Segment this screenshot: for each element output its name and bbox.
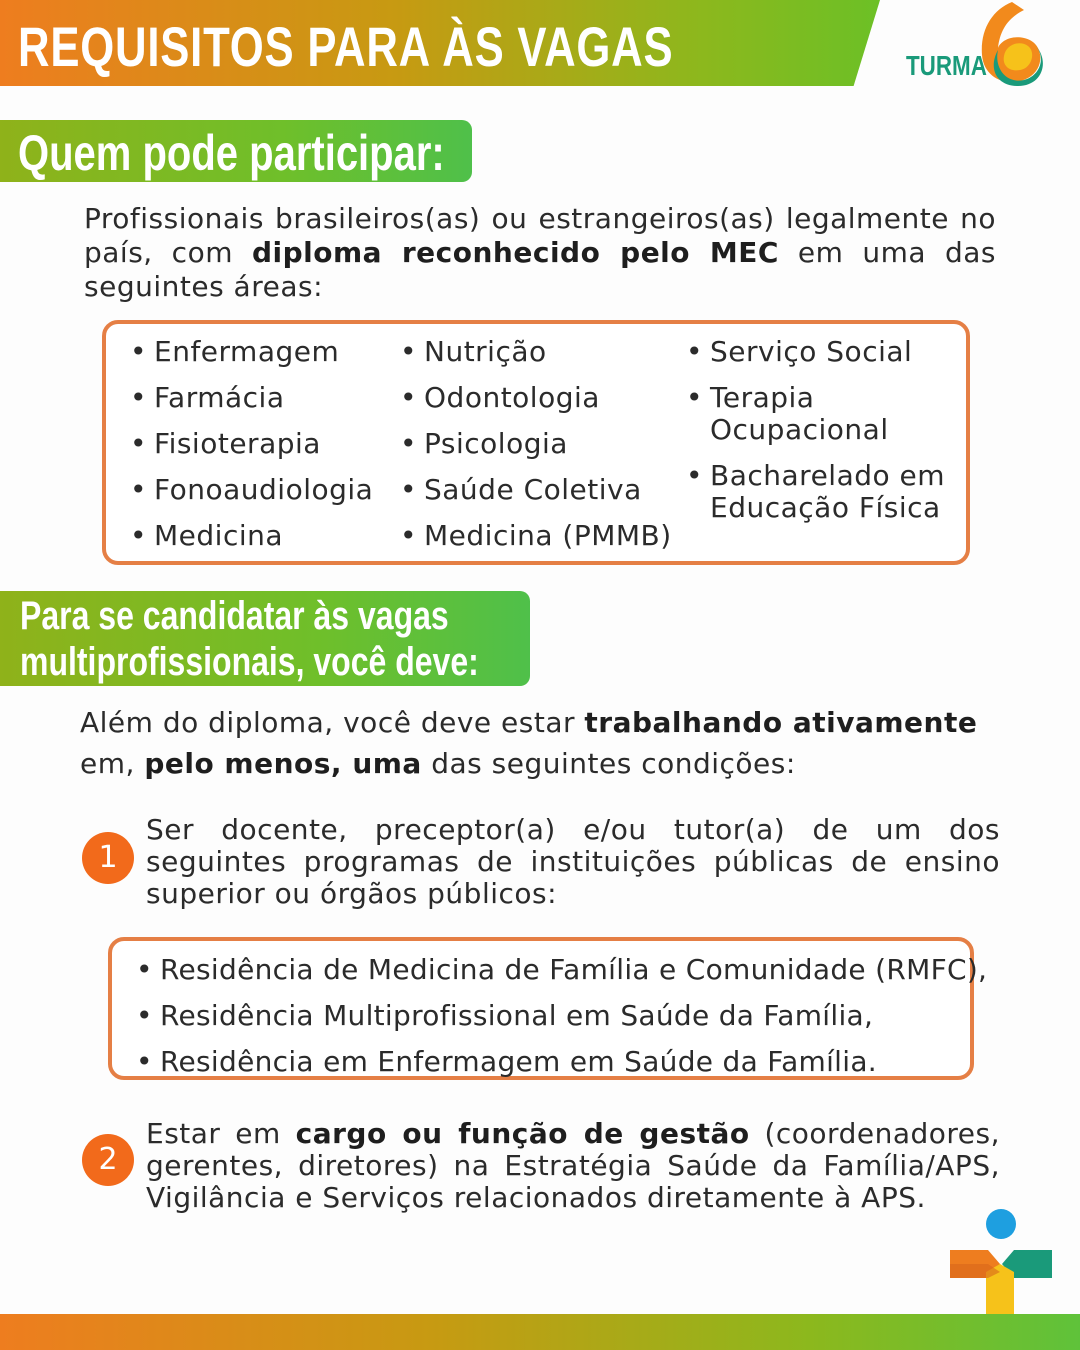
area-item: • Saúde Coletiva xyxy=(400,474,672,506)
area-item: • Fisioterapia xyxy=(130,428,373,460)
eligibility-intro xyxy=(84,202,996,304)
section-heading-apply xyxy=(0,591,530,686)
area-item: • Medicina xyxy=(130,520,373,552)
requirements-intro-text: em, xyxy=(80,747,145,780)
health-cross-icon xyxy=(948,1206,1058,1316)
areas-box xyxy=(102,320,970,565)
requirements-intro-text: das seguintes condições: xyxy=(421,747,796,780)
area-item: • Serviço Social xyxy=(686,336,946,368)
section-heading-apply-line1: Para se candidatar às vagas xyxy=(20,594,449,638)
footer-banner xyxy=(0,1314,1080,1350)
page-title: REQUISITOS PARA ÀS VAGAS xyxy=(18,15,674,78)
programs-box xyxy=(108,937,988,1080)
eligibility-intro-bold: diploma reconhecido pelo MEC xyxy=(251,236,779,269)
condition-2-text-end: (coordenadores, gerentes, diretores) na Estratégia Saúde da Família/APS, Vigilância e Serviços relacionados diretamente à APS. xyxy=(146,1117,1000,1214)
turma-logo xyxy=(900,0,1070,92)
areas-column-2 xyxy=(400,336,672,566)
section-heading-apply-line2: multiprofissionais, você deve: xyxy=(20,640,479,684)
areas-column-1 xyxy=(130,336,373,566)
area-item: • Odontologia xyxy=(400,382,672,414)
area-item: • Farmácia xyxy=(130,382,373,414)
program-item: • Residência de Medicina de Família e Comunidade (RMFC), xyxy=(136,947,987,993)
requirements-intro-bold: pelo menos, uma xyxy=(144,747,422,780)
requirements-intro-bold: trabalhando ativamente xyxy=(584,706,978,739)
eligibility-intro-text: Profissionais brasileiros(as) ou estrangeiros(as) legalmente no país, com xyxy=(84,202,996,269)
program-item: • Residência Multiprofissional em Saúde da Família, xyxy=(136,993,987,1039)
area-item: • Bacharelado em Educação Física xyxy=(686,460,946,524)
area-item: • Psicologia xyxy=(400,428,672,460)
condition-2-text-start: Estar em xyxy=(146,1117,296,1150)
requirements-intro-text: Além do diploma, você deve estar xyxy=(80,706,585,739)
areas-column-3 xyxy=(686,336,946,538)
programs-list xyxy=(136,947,987,1085)
number-badge-1: 1 xyxy=(82,832,134,884)
program-item: • Residência em Enfermagem em Saúde da Família. xyxy=(136,1039,987,1085)
section-heading-who xyxy=(0,120,472,182)
area-item: • Nutrição xyxy=(400,336,672,368)
condition-2-bold: cargo ou função de gestão xyxy=(295,1117,750,1150)
area-item: • Terapia Ocupacional xyxy=(686,382,946,446)
condition-1-text: Ser docente, preceptor(a) e/ou tutor(a) de um dos seguintes programas de instituições públicas de ensino superior ou órgãos públicos: xyxy=(146,813,1000,910)
condition-2-text xyxy=(146,1118,1000,1214)
eligibility-intro-text-end: em uma das seguintes áreas: xyxy=(84,236,996,303)
area-item: • Medicina (PMMB) xyxy=(400,520,672,552)
requirements-intro xyxy=(80,702,1000,784)
section-heading-who-text: Quem pode participar: xyxy=(18,125,445,181)
area-item: • Fonoaudiologia xyxy=(130,474,373,506)
logo-label: TURMA xyxy=(906,50,987,81)
number-badge-2: 2 xyxy=(82,1134,134,1186)
area-item: • Enfermagem xyxy=(130,336,373,368)
